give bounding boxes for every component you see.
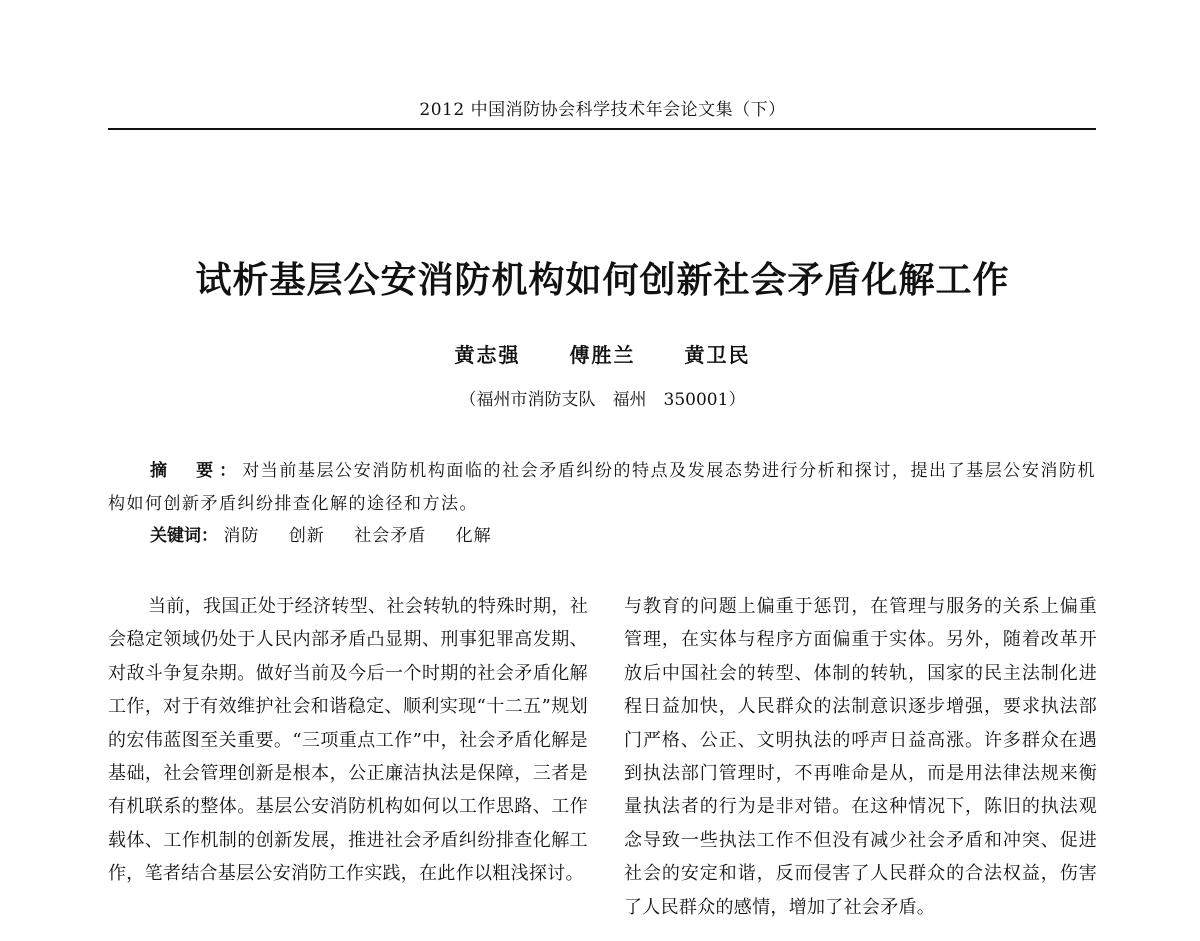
author-name: 傅胜兰 <box>569 343 636 367</box>
abstract-label: 摘 要： <box>150 461 243 481</box>
running-header: 2012 中国消防协会科学技术年会论文集（下） <box>419 100 786 120</box>
author-name: 黄卫民 <box>684 343 751 367</box>
keyword: 创新 <box>288 526 325 546</box>
keywords <box>150 524 1096 548</box>
keyword: 化解 <box>455 526 492 546</box>
paper-title: 试析基层公安消防机构如何创新社会矛盾化解工作 <box>195 259 1010 301</box>
keyword: 消防 <box>223 526 260 546</box>
body-left-column: 当前，我国正处于经济转型、社会转轨的特殊时期，社会稳定领域仍处于人民内部矛盾凸显期、刑事犯罪高发期、对敌斗争复杂期。做好当前及今后一个时期的社会矛盾化解工作，对于有效维护社会和谐稳定、顺利实现“十二五”规划的宏伟蓝图至关重要。“三项重点工作”中，社会矛盾化解是基础，社会管理创新是根本，公正廉洁执法是保障，三者是有机联系的整体。基层公安消防机构如何以工作思路、工作载体、工作机制的创新发展，推进社会矛盾纠纷排查化解工作，笔者结合基层公安消防工作实践，在此作以粗浅探讨。 <box>108 596 588 885</box>
author-name: 黄志强 <box>454 343 521 367</box>
body-right-column: 与教育的问题上偏重于惩罚，在管理与服务的关系上偏重管理，在实体与程序方面偏重于实体。另外，随着改革开放后中国社会的转型、体制的转轨，国家的民主法制化进程日益加快，人民群众的法制意识逐步增强，要求执法部门严格、公正、文明执法的呼声日益高涨。许多群众在遇到执法部门管理时，不再唯命是从，而是用法律法规来衡量执法者的行为是非对错。在这种情况下，陈旧的执法观念导致一些执法工作不但没有减少社会矛盾和冲突、促进社会的安定和谐，反而侵害了人民群众的合法权益，伤害了人民群众的感情，增加了社会矛盾。 <box>624 596 1097 918</box>
abstract <box>108 455 1096 521</box>
affiliation: （福州市消防支队 福州 350001） <box>459 390 746 410</box>
keyword: 社会矛盾 <box>354 526 427 546</box>
abstract-text: 对当前基层公安消防机构面临的社会矛盾纠纷的特点及发展态势进行分析和探讨，提出了基层公安消防机构如何创新矛盾纠纷排查化解的途径和方法。 <box>108 461 1097 514</box>
header-rule <box>108 128 1096 130</box>
author-list <box>110 342 1095 368</box>
keywords-label: 关键词： <box>150 526 218 546</box>
